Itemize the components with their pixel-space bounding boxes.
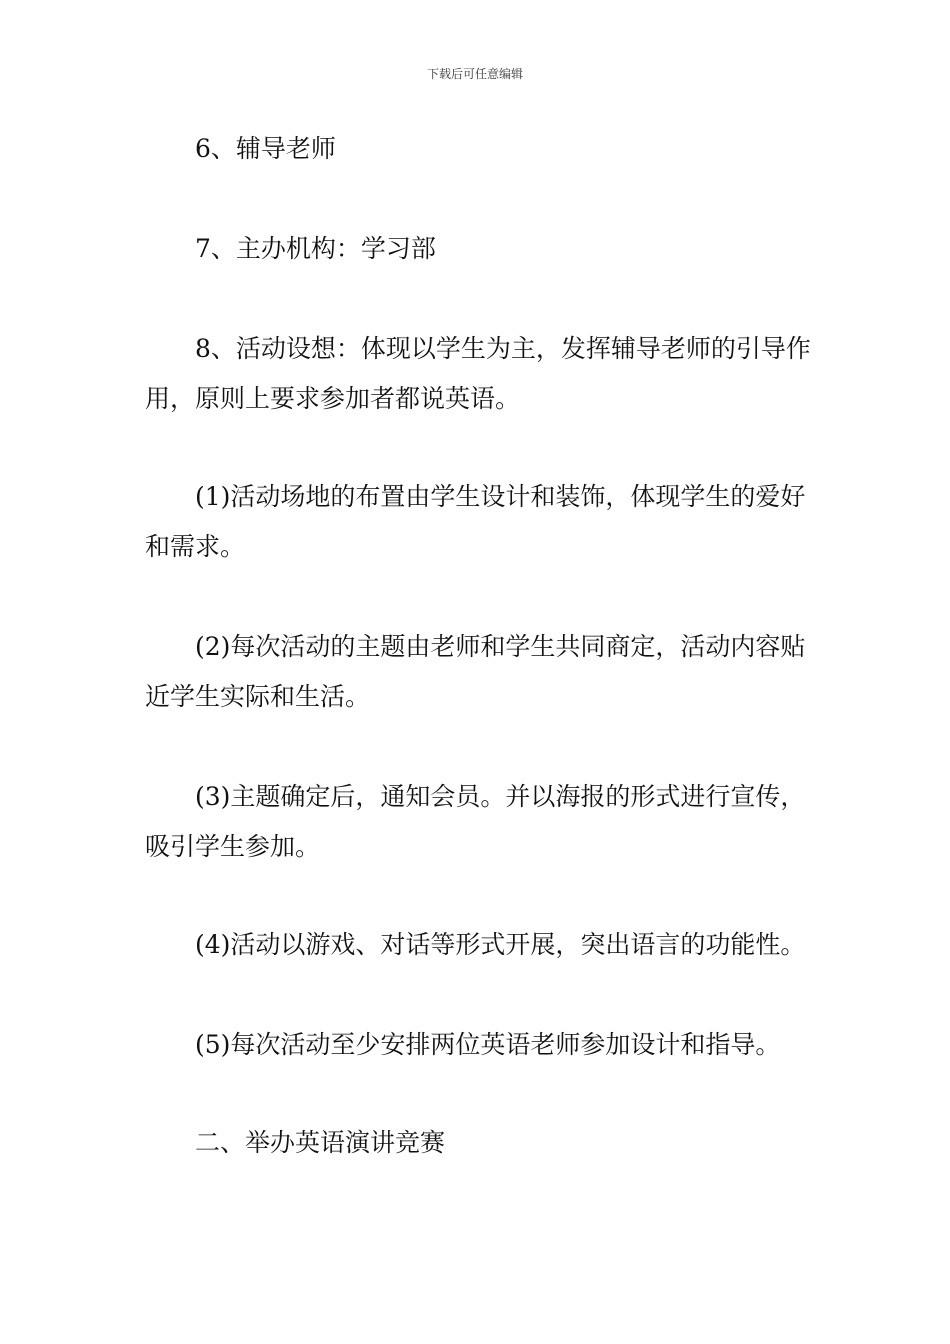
paragraph-activity-concept: 8、活动设想：体现以学生为主，发挥辅导老师的引导作用，原则上要求参加者都说英语。 — [145, 334, 811, 413]
paragraph-advisor: 6、辅导老师 — [195, 134, 336, 163]
paragraph-item-3: (3)主题确定后，通知会员。并以海报的形式进行宣传，吸引学生参加。 — [145, 782, 806, 861]
paragraph-organizer: 7、主办机构：学习部 — [195, 234, 436, 263]
paragraph-item-5: (5)每次活动至少安排两位英语老师参加设计和指导。 — [195, 1030, 781, 1059]
paragraph-item-1: (1)活动场地的布置由学生设计和装饰，体现学生的爱好和需求。 — [145, 482, 806, 561]
section-heading-speech-contest: 二、举办英语演讲竞赛 — [195, 1128, 446, 1157]
paragraph-item-2: (2)每次活动的主题由老师和学生共同商定，活动内容贴近学生实际和生活。 — [145, 632, 806, 711]
page-header-note: 下载后可任意编辑 — [426, 67, 523, 81]
paragraph-item-4: (4)活动以游戏、对话等形式开展，突出语言的功能性。 — [195, 930, 806, 959]
